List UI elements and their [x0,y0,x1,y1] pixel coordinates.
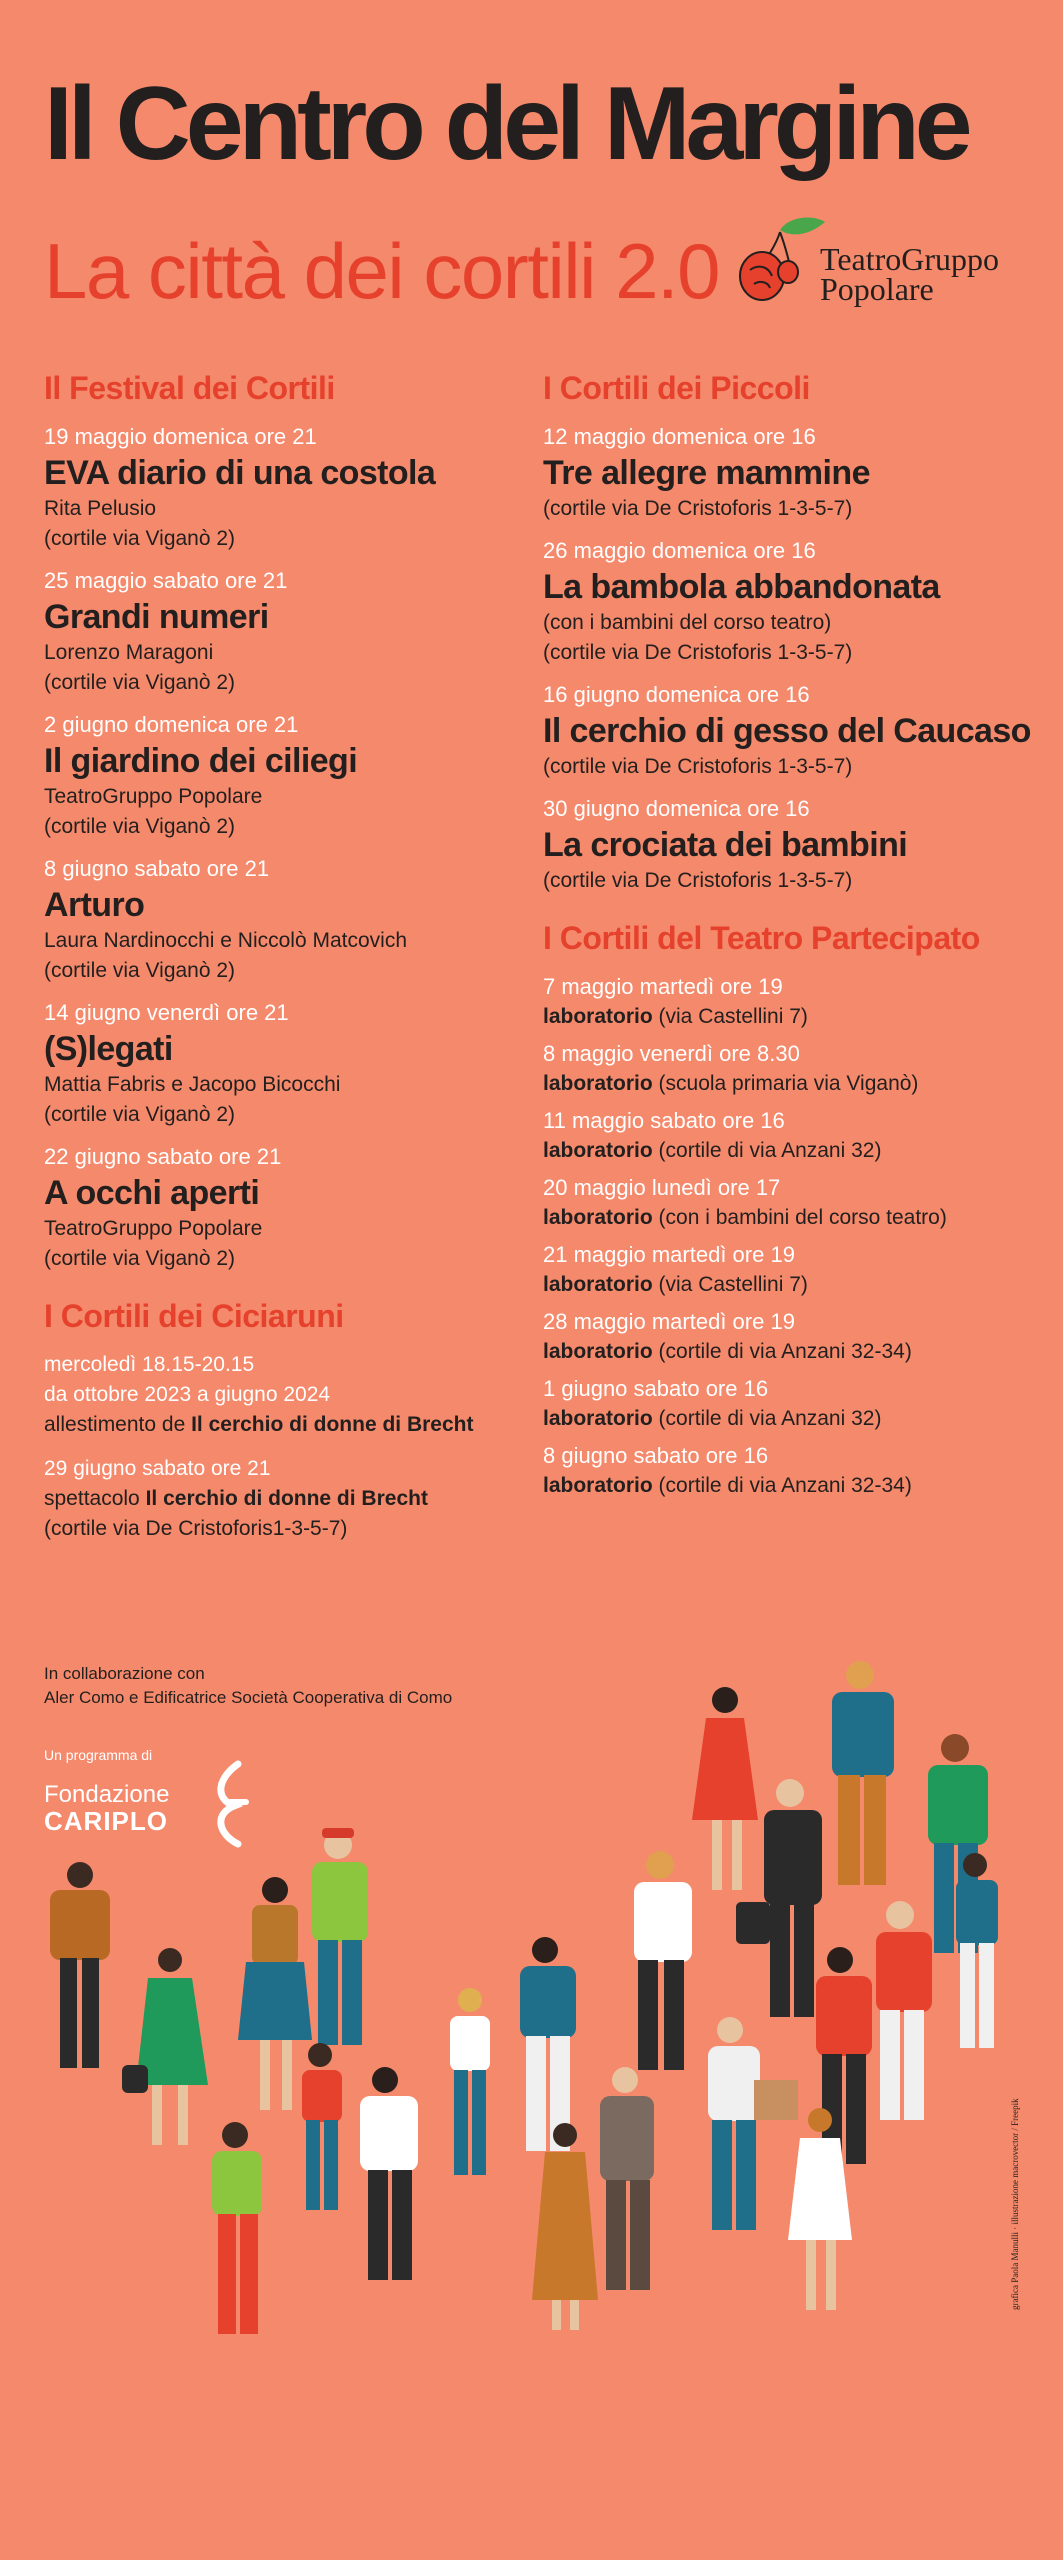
person-figure [238,1877,312,2110]
lab-place: (cortile di via Anzani 32-34) [652,1474,912,1497]
lab-label: laboratorio [543,1340,653,1363]
event-detail: Lorenzo Maragoni [44,641,214,664]
person-figure [600,2067,654,2290]
lab-place: (con i bambini del corso teatro) [652,1206,947,1229]
lab-label: laboratorio [543,1407,653,1430]
person-figure [876,1901,932,2120]
lab-place: (scuola primaria via Viganò) [652,1072,919,1095]
lab-item [543,1441,1043,1501]
lab-label: laboratorio [543,1474,653,1497]
festival-event [44,1142,514,1274]
person-figure [520,1937,576,2151]
collaboration-line-1: In collaborazione con [44,1664,205,1683]
event-title: A occhi aperti [44,1174,260,1212]
lab-item [543,1106,1043,1166]
person-figure [50,1862,110,2068]
piccoli-event [543,422,1043,524]
person-figure [122,1948,208,2145]
event-detail: (cortile via De Cristoforis 1-3-5-7) [543,497,853,520]
ciciaruni-show-title: Il cerchio di donne di Brecht [145,1487,428,1510]
person-figure [212,2122,262,2334]
event-detail: (cortile via De Cristoforis 1-3-5-7) [543,869,853,892]
event-date: 14 giugno venerdì ore 21 [44,1000,289,1025]
event-title: Arturo [44,886,145,924]
event-title: La crociata dei bambini [543,826,908,864]
person-figure [360,2067,418,2280]
page-title: Il Centro del Margine [44,66,968,182]
event-date: 22 giugno sabato ore 21 [44,1144,282,1169]
sponsor-name-1: Fondazione [44,1781,170,1808]
lab-place: (cortile di via Anzani 32) [652,1139,882,1162]
festival-event [44,998,514,1130]
event-date: 8 giugno sabato ore 21 [44,856,270,881]
event-date: 25 maggio sabato ore 21 [44,568,288,593]
lab-line [543,1270,1043,1300]
lab-date: 20 maggio lunedì ore 17 [543,1175,781,1200]
event-detail: Mattia Fabris e Jacopo Bicocchi [44,1073,341,1096]
ciciaruni-location: (cortile via De Cristoforis1-3-5-7) [44,1517,348,1540]
ciciaruni-project [44,1410,514,1440]
lab-line [543,1337,1043,1367]
lab-line [543,1404,1043,1434]
event-detail: (cortile via De Cristoforis 1-3-5-7) [543,755,853,778]
person-figure [692,1687,758,1890]
piccoli-heading: I Cortili dei Piccoli [543,370,810,406]
ciciaruni-date: 29 giugno sabato ore 21 [44,1457,271,1480]
crowd-illustration [30,1600,1030,2380]
lab-item [543,1240,1043,1300]
lab-place: (via Castellini 7) [652,1273,808,1296]
ciciaruni-show [44,1484,514,1514]
event-detail: (cortile via Viganò 2) [44,1247,236,1270]
ciciaruni-prefix: spettacolo [44,1487,146,1510]
event-title: EVA diario di una costola [44,454,436,492]
person-figure [708,2017,798,2230]
person-figure [832,1661,894,1885]
event-title: Il giardino dei ciliegi [44,742,358,780]
event-detail: (cortile via Viganò 2) [44,959,236,982]
event-detail: (cortile via Viganò 2) [44,1103,236,1126]
credit-note: grafica Paola Manulli · illustrazione macrovector / Freepik [1010,2098,1020,2310]
sponsor-intro: Un programma di [44,1747,153,1763]
event-title: La bambola abbandonata [543,568,940,606]
event-detail: Laura Nardinocchi e Niccolò Matcovich [44,929,407,952]
event-detail: (con i bambini del corso teatro) [543,611,832,634]
lab-label: laboratorio [543,1072,653,1095]
ciciaruni-block [44,1350,514,1440]
logo-line-2: Popolare [820,271,934,307]
lab-date: 7 maggio martedì ore 19 [543,974,783,999]
festival-event [44,422,514,554]
event-date: 16 giugno domenica ore 16 [543,682,810,707]
ciciaruni-show-title: Il cerchio di donne di Brecht [191,1413,474,1436]
lab-label: laboratorio [543,1273,653,1296]
event-detail: (cortile via Viganò 2) [44,815,236,838]
page-subtitle: La città dei cortili 2.0 [44,227,720,315]
lab-item [543,972,1043,1032]
lab-line [543,1136,1043,1166]
lab-line [543,1203,1043,1233]
teatrogruppo-logo [728,210,1028,310]
event-detail: TeatroGruppo Popolare [44,1217,263,1240]
event-date: 12 maggio domenica ore 16 [543,424,816,449]
festival-event [44,854,514,986]
lab-place: (cortile di via Anzani 32) [652,1407,882,1430]
event-detail: (cortile via Viganò 2) [44,671,236,694]
piccoli-event [543,680,1043,782]
lab-date: 28 maggio martedì ore 19 [543,1309,795,1334]
event-date: 19 maggio domenica ore 21 [44,424,317,449]
event-date: 30 giugno domenica ore 16 [543,796,810,821]
event-detail: Rita Pelusio [44,497,157,520]
event-title: Tre allegre mammine [543,454,870,492]
lab-label: laboratorio [543,1005,653,1028]
piccoli-event [543,794,1043,896]
lab-date: 11 maggio sabato ore 16 [543,1108,785,1133]
lab-date: 8 maggio venerdì ore 8.30 [543,1041,800,1066]
person-figure [450,1988,490,2175]
person-figure [302,2043,342,2210]
event-date: 26 maggio domenica ore 16 [543,538,816,563]
person-figure [634,1851,692,2070]
event-title: (S)legati [44,1030,173,1068]
lab-item [543,1307,1043,1367]
person-figure [312,1828,368,2045]
lab-line [543,1002,1043,1032]
lab-item [543,1173,1043,1233]
event-title: Il cerchio di gesso del Caucaso [543,712,1031,750]
lab-place: (via Castellini 7) [652,1005,808,1028]
collaboration-line-2: Aler Como e Edificatrice Società Cooperativa di Como [44,1688,453,1707]
left-column [44,368,514,1558]
festival-event [44,566,514,698]
event-detail: (cortile via Viganò 2) [44,527,236,550]
event-detail: (cortile via De Cristoforis 1-3-5-7) [543,641,853,664]
lab-date: 21 maggio martedì ore 19 [543,1242,795,1267]
lab-place: (cortile di via Anzani 32-34) [652,1340,912,1363]
person-figure [816,1947,872,2164]
lab-line [543,1069,1043,1099]
event-title: Grandi numeri [44,598,269,636]
lab-line [543,1471,1043,1501]
person-figure [532,2123,598,2330]
festival-heading: Il Festival dei Cortili [44,370,335,406]
lab-item [543,1039,1043,1099]
ciciaruni-heading: I Cortili dei Ciciaruni [44,1298,344,1334]
cherry-logo-icon [728,210,828,310]
right-column [543,368,1043,1508]
lab-date: 1 giugno sabato ore 16 [543,1376,769,1401]
logo-line-1: TeatroGruppo [820,241,1000,277]
festival-event [44,710,514,842]
lab-item [543,1374,1043,1434]
event-detail: TeatroGruppo Popolare [44,785,263,808]
person-figure [788,2108,852,2310]
partecipato-heading: I Cortili del Teatro Partecipato [543,920,980,956]
lab-label: laboratorio [543,1206,653,1229]
ciciaruni-schedule: mercoledì 18.15-20.15 [44,1353,255,1376]
ciciaruni-block [44,1454,514,1544]
piccoli-event [543,536,1043,668]
lab-date: 8 giugno sabato ore 16 [543,1443,769,1468]
ciciaruni-period: da ottobre 2023 a giugno 2024 [44,1383,331,1406]
event-date: 2 giugno domenica ore 21 [44,712,299,737]
sponsor-name-2: CARIPLO [44,1806,168,1836]
lab-label: laboratorio [543,1139,653,1162]
ciciaruni-prefix: allestimento de [44,1413,192,1436]
